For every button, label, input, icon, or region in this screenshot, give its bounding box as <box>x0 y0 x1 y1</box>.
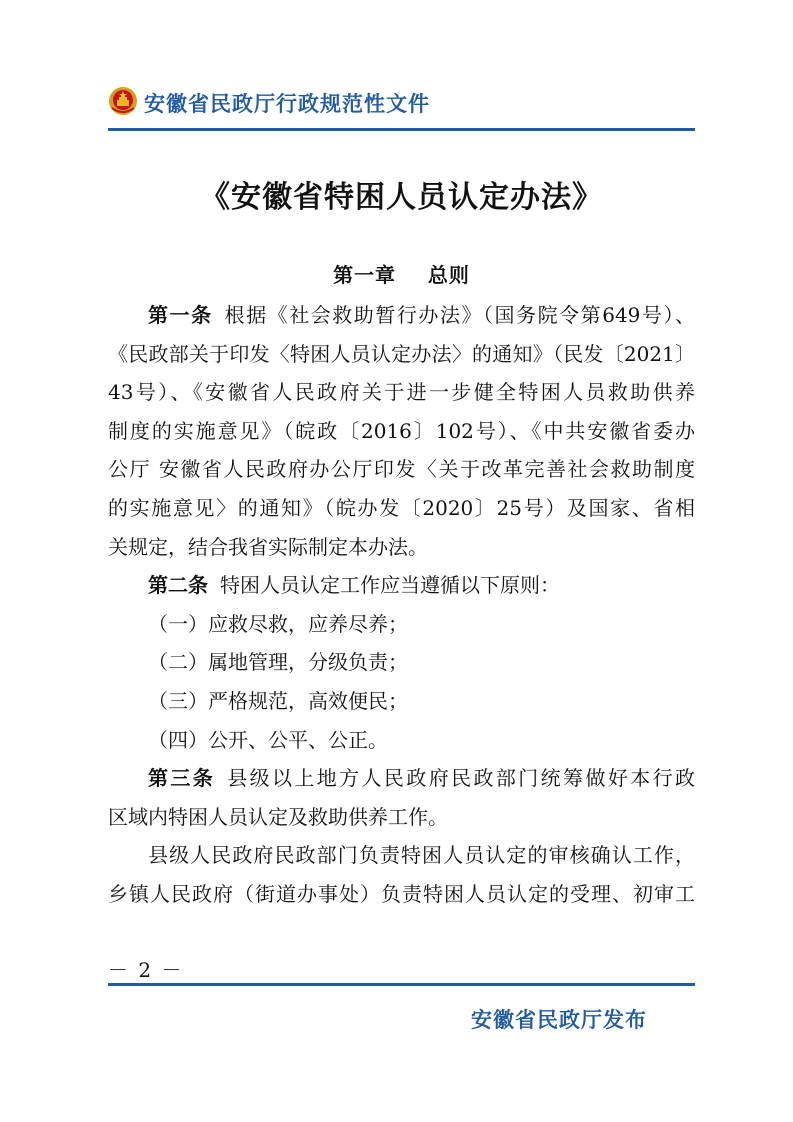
line-text: 县级以上地方人民政府民政部门统筹做好本行政 <box>227 766 695 791</box>
line-text: （四）公开、公平、公正。 <box>148 727 388 752</box>
paragraph-line <box>108 335 695 374</box>
paragraph-line <box>108 759 695 798</box>
paragraph-line <box>108 528 695 567</box>
line-text: 乡镇人民政府（街道办事处）负责特困人员认定的受理、初审工 <box>108 881 695 906</box>
paragraph-line <box>108 450 695 489</box>
paragraph-line <box>108 682 695 721</box>
line-text: 公厅 安徽省人民政府办公厅印发〈关于改革完善社会救助制度 <box>108 457 695 482</box>
line-text: （二）属地管理，分级负责； <box>148 650 408 675</box>
line-text: （三）严格规范，高效便民； <box>148 688 408 713</box>
document-header <box>108 86 695 120</box>
paragraph-line <box>108 643 695 682</box>
footer-publisher: 安徽省民政厅发布 <box>471 1008 647 1032</box>
footer-divider <box>108 983 695 986</box>
line-text: 《民政部关于印发〈特困人员认定办法〉的通知》（民发〔2021〕 <box>108 341 695 366</box>
line-text: 区域内特困人员认定及救助供养工作。 <box>108 804 448 829</box>
line-text: （一）应救尽救，应养尽养； <box>148 611 408 636</box>
line-text: 特困人员认定工作应当遵循以下原则： <box>220 573 560 598</box>
paragraph-line <box>108 798 695 837</box>
page-number: － 2 － <box>108 958 184 982</box>
line-text: 43号）、《安徽省人民政府关于进一步健全特困人员救助供养 <box>108 380 695 405</box>
line-text: 制度的实施意见》（皖政〔2016〕102号）、《中共安徽省委办 <box>108 418 695 443</box>
line-text: 关规定，结合我省实际制定本办法。 <box>108 534 428 559</box>
header-title: 安徽省民政厅行政规范性文件 <box>144 92 430 116</box>
article-label: 第一条 <box>148 303 213 327</box>
paragraph-line <box>108 836 695 875</box>
national-emblem-icon <box>108 86 138 116</box>
line-text: 的实施意见〉的通知》（皖办发〔2020〕25号）及国家、省相 <box>108 495 695 520</box>
paragraph-line <box>108 373 695 412</box>
chapter-heading: 第一章 总则 <box>333 263 470 287</box>
article-label: 第三条 <box>148 766 216 791</box>
document-body <box>108 296 695 914</box>
header-divider <box>108 128 695 131</box>
article-label: 第二条 <box>148 573 208 598</box>
paragraph-line <box>108 412 695 451</box>
paragraph-line <box>108 489 695 528</box>
document-title: 《安徽省特困人员认定办法》 <box>200 180 603 215</box>
paragraph-line <box>108 875 695 914</box>
paragraph-line <box>108 721 695 760</box>
paragraph-line <box>108 566 695 605</box>
paragraph-line <box>108 605 695 644</box>
line-text: 根据《社会救助暂行办法》（国务院令第649号）、 <box>224 303 695 327</box>
line-text: 县级人民政府民政部门负责特困人员认定的审核确认工作， <box>148 843 695 868</box>
paragraph-line <box>108 296 695 335</box>
